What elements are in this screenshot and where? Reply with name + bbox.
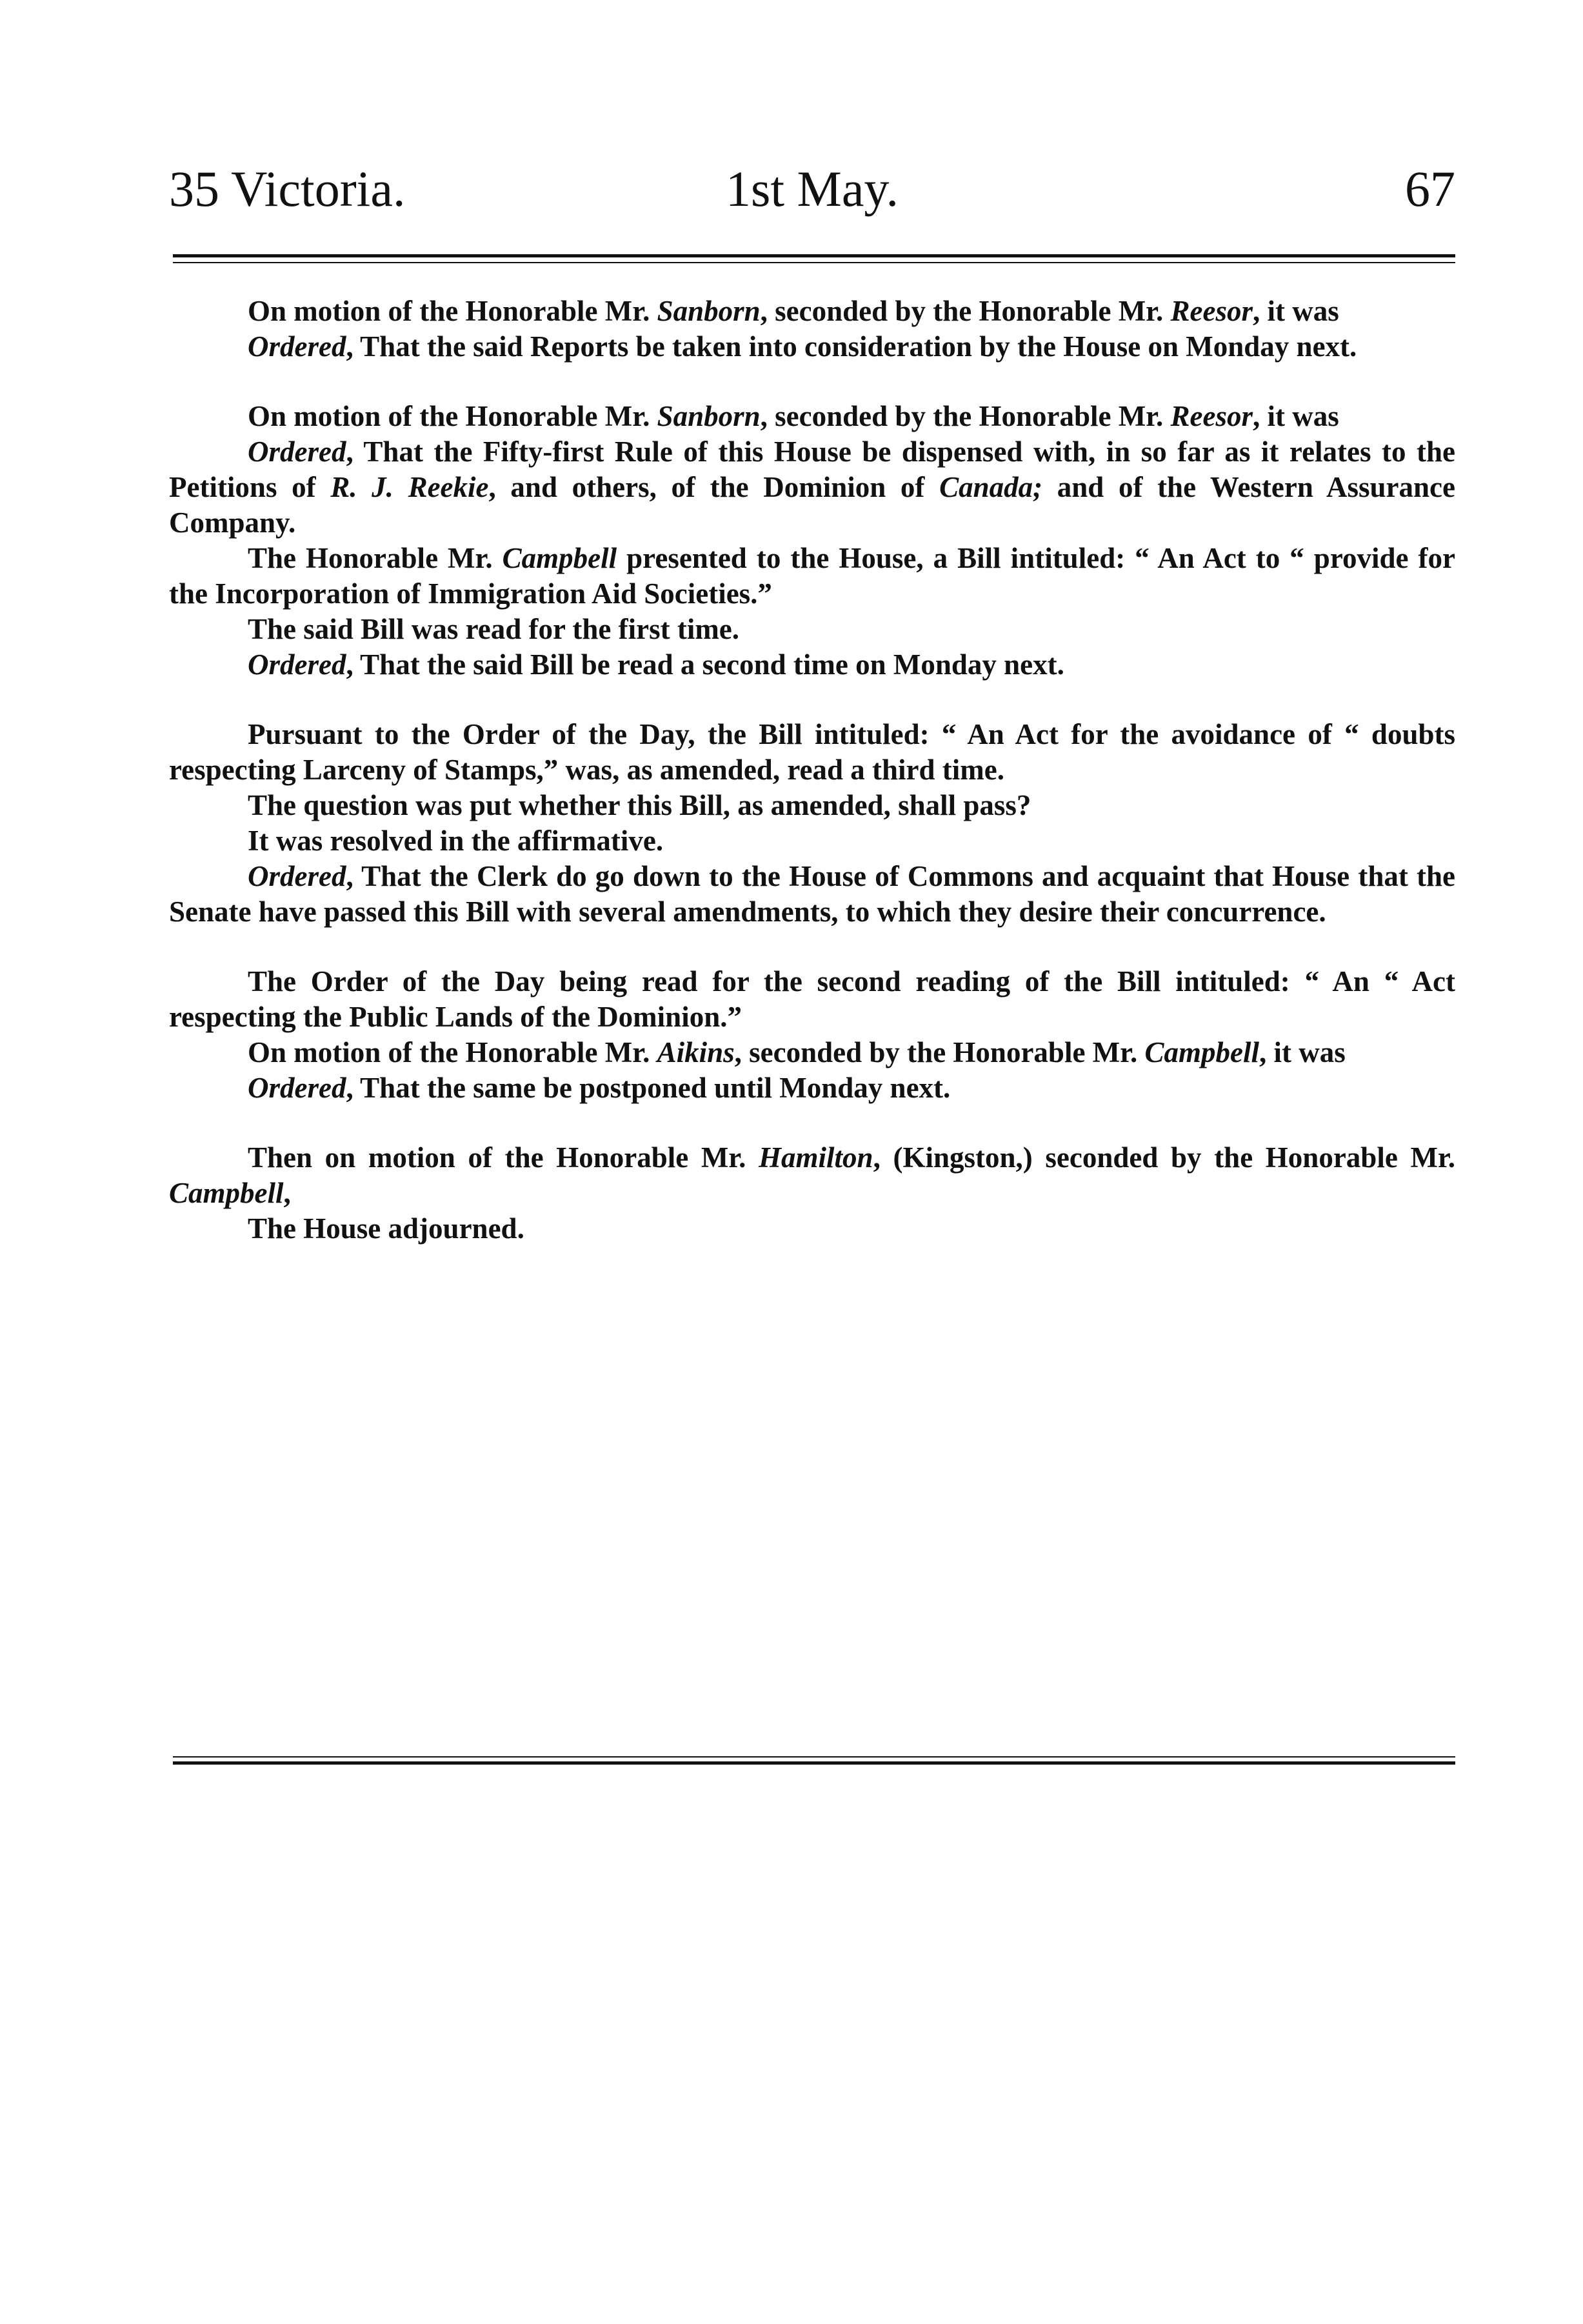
- italic-text: Sanborn: [657, 400, 761, 432]
- text-run: On motion of the Honorable Mr.: [248, 295, 657, 327]
- text-run: , That the said Reports be taken into consideration by the House on Monday next.: [346, 330, 1357, 363]
- italic-text: Campbell: [169, 1177, 284, 1209]
- text-run: and of the Western Assurance Company.: [169, 471, 1456, 539]
- footer-rule-thick: [173, 1761, 1455, 1765]
- journal-paragraph: [169, 788, 1455, 823]
- text-run: On motion of the Honorable Mr.: [248, 400, 657, 432]
- text-run: , That the Clerk do go down to the House of Commons and acquaint that House that the Senate have passed this Bill with several amendments, to which they desire their concurrence.: [169, 860, 1455, 928]
- journal-paragraph: [169, 964, 1455, 1035]
- text-run: The Order of the Day being read for the second reading of the Bill intituled: “ An “ Act respecting the Public Lands of the Dominion.”: [169, 965, 1455, 1033]
- journal-paragraph: [169, 859, 1455, 930]
- text-run: , seconded by the Honorable Mr.: [760, 400, 1171, 432]
- text-run: The House adjourned.: [248, 1212, 524, 1245]
- text-run: , and others, of the Dominion of: [488, 471, 940, 503]
- italic-text: Hamilton: [759, 1141, 873, 1174]
- journal-paragraph: [169, 294, 1455, 329]
- date-label: 1st May.: [726, 161, 899, 217]
- text-run: , seconded by the Honorable Mr.: [734, 1036, 1145, 1068]
- text-run: Then on motion of the Honorable Mr.: [248, 1141, 759, 1174]
- journal-paragraph: [169, 612, 1455, 647]
- text-run: The said Bill was read for the first time.: [248, 613, 740, 645]
- journal-paragraph: [169, 399, 1455, 434]
- italic-text: Aikins: [657, 1036, 735, 1068]
- text-run: , it was: [1253, 400, 1339, 432]
- text-run: The Honorable Mr.: [248, 542, 503, 574]
- text-run: , That the said Bill be read a second time on Monday next.: [346, 648, 1064, 681]
- text-run: The question was put whether this Bill, as amended, shall pass?: [248, 789, 1031, 821]
- page-header: [169, 154, 1455, 225]
- journal-body: [169, 294, 1455, 1247]
- italic-text: Ordered: [248, 1072, 346, 1104]
- journal-paragraph: [169, 541, 1455, 612]
- italic-text: Sanborn: [657, 295, 761, 327]
- italic-text: R. J. Reekie: [330, 471, 489, 503]
- journal-paragraph: [169, 329, 1455, 365]
- text-run: , it was: [1253, 295, 1339, 327]
- header-rule-thick: [173, 254, 1455, 257]
- page-number: 67: [1405, 161, 1455, 217]
- italic-text: Ordered: [248, 330, 346, 363]
- journal-paragraph: [169, 717, 1455, 788]
- session-label: 35 Victoria.: [169, 161, 406, 217]
- italic-text: Campbell: [502, 542, 617, 574]
- italic-text: Canada;: [939, 471, 1043, 503]
- italic-text: Ordered: [248, 436, 346, 468]
- text-run: , That the Fifty-first Rule of this House be dispensed with, in so far as it relates to the Petitions of: [169, 436, 1455, 503]
- text-run: , That the same be postponed until Monday next.: [346, 1072, 951, 1104]
- text-run: ,: [283, 1177, 291, 1209]
- text-run: On motion of the Honorable Mr.: [248, 1036, 657, 1068]
- header-rule-thin: [173, 262, 1455, 263]
- italic-text: Campbell: [1144, 1036, 1259, 1068]
- text-run: presented to the House, a Bill intituled: “ An Act to “ provide for the Incorporation of Immigration Aid Societies.”: [169, 542, 1455, 610]
- journal-paragraph: [169, 1035, 1455, 1070]
- text-run: , it was: [1259, 1036, 1346, 1068]
- text-run: It was resolved in the affirmative.: [248, 825, 664, 857]
- italic-text: Ordered: [248, 860, 346, 892]
- text-run: Pursuant to the Order of the Day, the Bill intituled: “ An Act for the avoidance of “ doubts respecting Larceny of Stamps,” was, as amended, read a third time.: [169, 718, 1455, 786]
- journal-paragraph: [169, 1211, 1455, 1247]
- text-run: , (Kingston,) seconded by the Honorable Mr.: [873, 1141, 1456, 1174]
- journal-paragraph: [169, 1140, 1455, 1211]
- journal-paragraph: [169, 434, 1455, 541]
- text-run: , seconded by the Honorable Mr.: [760, 295, 1171, 327]
- journal-paragraph: [169, 1070, 1455, 1106]
- italic-text: Ordered: [248, 648, 346, 681]
- journal-paragraph: [169, 647, 1455, 683]
- footer-rule-thin: [173, 1756, 1455, 1758]
- journal-paragraph: [169, 823, 1455, 859]
- italic-text: Reesor: [1170, 295, 1253, 327]
- italic-text: Reesor: [1170, 400, 1253, 432]
